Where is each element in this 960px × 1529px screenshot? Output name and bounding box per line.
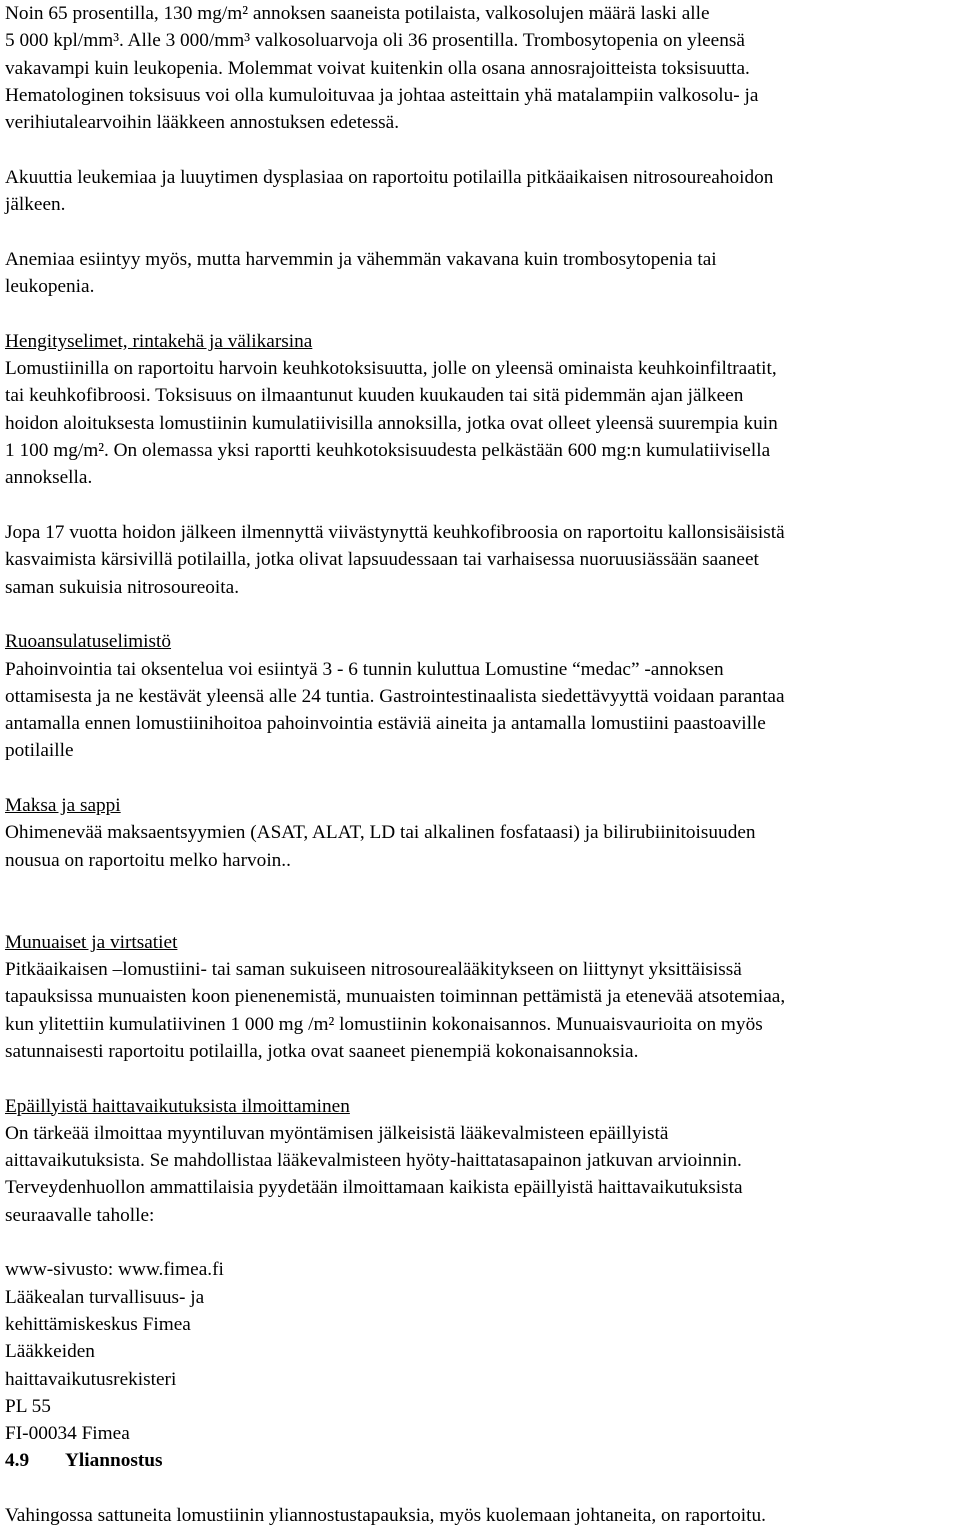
text-line: saman sukuisia nitrosoureoita. [5,576,240,598]
text-line: Jopa 17 vuotta hoidon jälkeen ilmennyttä viivästynyttä keuhkofibroosia on raportoitu kallonsisäisistä [5,522,785,544]
paragraph-leukemia [5,164,957,219]
website-line: www-sivusto: www.fimea.fi [5,1259,224,1281]
text-line: nousua on raportoitu melko harvoin.. [5,849,291,871]
text-line: Terveydenhuollon ammattilaisia pyydetään ilmoittamaan kaikista epäillyistä haittavaikutuksista [5,1177,743,1199]
text-line: On tärkeää ilmoittaa myyntiluvan myöntämisen jälkeisistä lääkevalmisteen epäillyistä [5,1122,669,1144]
section-title: Yliannostus [65,1450,163,1472]
address-line: kehittämiskeskus Fimea [5,1314,191,1335]
section-heading-overdose [5,1447,957,1474]
section-kidney [5,929,957,1065]
text-line: 1 100 mg/m². On olemassa yksi raportti keuhkotoksisuudesta pelkästään 600 mg:n kumulatiivisella [5,440,771,462]
text-line: vakavampi kuin leukopenia. Molemmat voivat kuitenkin olla osana annosrajoitteista toksisuutta. [5,57,750,79]
text-line: Pitkäaikaisen –lomustiini- tai saman sukuiseen nitrosourealääkitykseen on liittynyt yksittäisissä [5,958,742,980]
paragraph-pulmonary-fibrosis [5,519,957,601]
text-line: seuraavalle taholle: [5,1204,155,1226]
text-line: potilaille [5,740,74,762]
section-heading-reporting: Epäillyistä haittavaikutuksista ilmoittaminen [5,1095,350,1117]
text-line: Ohimenevää maksaentsyymien (ASAT, ALAT, LD tai alkalinen fosfataasi) ja bilirubiinitoisuuden [5,822,756,844]
section-heading-gastrointestinal: Ruoansulatuselimistö [5,631,172,653]
text-line: Akuuttia leukemiaa ja luuytimen dysplasiaa on raportoitu potilailla pitkäaikaisen nitrosoureahoidon [5,166,774,188]
section-number: 4.9 [5,1450,30,1472]
section-gastrointestinal [5,628,957,764]
section-reporting [5,1093,957,1229]
text-line: leukopenia. [5,276,95,298]
text-line: Lomustiinilla on raportoitu harvoin keuhkotoksisuutta, jolle on yleensä ominaista keuhkoinfiltraatit, [5,358,777,380]
text-line: verihiutalearvoihin lääkkeen annostuksen edetessä. [5,112,400,134]
text-line: jälkeen. [5,194,66,216]
text-line: Noin 65 prosentilla, 130 mg/m² annoksen saaneista potilaista, valkosolujen määrä laski alle [5,3,710,24]
text-line: antamalla ennen lomustiinihoitoa pahoinvointia estäviä aineita ja antamalla lomustiini paastoaville [5,713,766,735]
section-heading-kidney: Munuaiset ja virtsatiet [5,931,178,953]
text-line: tai keuhkofibroosi. Toksisuus on ilmaantunut kuuden kuukauden tai sitä pidemmän ajan jälkeen [5,385,744,407]
text-line: annoksella. [5,467,93,489]
text-line: kun ylitettiin kumulatiivinen 1 000 mg /m² lomustiinin kokonaisannos. Munuaisvaurioita on myös [5,1013,763,1035]
address-line: Lääkkeiden [5,1341,95,1363]
address-line: FI-00034 Fimea [5,1423,130,1445]
paragraph-anemia [5,246,957,301]
text-line: hoidon aloituksesta lomustiinin kumulatiivisilla annoksilla, jotka ovat olleet yleensä suurempia kuin [5,412,778,434]
text-line: tapauksissa munuaisten koon pienenemistä, munuaisten toiminnan pettämistä ja etenevää atsotemiaa, [5,986,786,1008]
section-liver [5,792,957,874]
section-heading-respiratory: Hengityselimet, rintakehä ja välikarsina [5,330,313,352]
address-line: Lääkealan turvallisuus- ja [5,1286,205,1308]
section-respiratory [5,328,957,492]
text-line: kasvaimista kärsivillä potilailla, jotka olivat lapsuudessaan tai varhaisessa nuoruusiässään saaneet [5,549,759,571]
text-line: satunnaisesti raportoitu potilailla, jotka ovat saaneet pienempiä kokonaisannoksia. [5,1040,639,1062]
section-heading-liver: Maksa ja sappi [5,795,121,817]
document-page [5,0,957,1529]
text-line: 5 000 kpl/mm³. Alle 3 000/mm³ valkosoluarvoja oli 36 prosentilla. Trombosytopenia on yleensä [5,30,745,52]
text-line: aittavaikutuksista. Se mahdollistaa lääkevalmisteen hyöty-haittatasapainon jatkuvan arvioinnin. [5,1150,742,1172]
address-block [5,1256,957,1447]
text-line: Pahoinvointia tai oksentelua voi esiintyä 3 - 6 tunnin kuluttua Lomustine “medac” -annoksen [5,658,724,680]
paragraph-overdose [5,1502,957,1529]
text-line: Hematologinen toksisuus voi olla kumuloituvaa ja johtaa asteittain yhä matalampiin valkosolu- ja [5,84,759,106]
text-line: ottamisesta ja ne kestävät yleensä alle 24 tuntia. Gastrointestinaalista siedettävyyttä voidaan parantaa [5,685,785,707]
text-line: Anemiaa esiintyy myös, mutta harvemmin ja vähemmän vakavana kuin trombosytopenia tai [5,248,717,270]
address-line: haittavaikutusrekisteri [5,1368,177,1390]
text-line: Vahingossa sattuneita lomustiinin yliannostustapauksia, myös kuolemaan johtaneita, on raportoitu. [5,1505,766,1527]
address-line: PL 55 [5,1395,51,1417]
paragraph-hematologic-toxicity [5,0,957,136]
